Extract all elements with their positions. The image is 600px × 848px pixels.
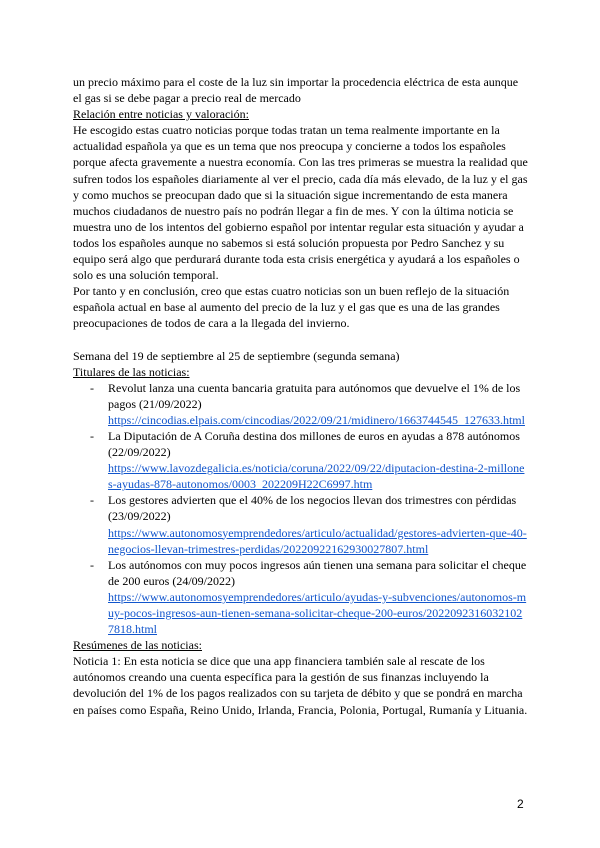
news-link[interactable]: https://www.autonomosyemprendedores/articulo/actualidad/gestores-advierten-que-40-negocios-llevan-trimestres-perdidas/20220922162930027807.html <box>108 525 527 556</box>
paragraph-top: un precio máximo para el coste de la luz sin importar la procedencia eléctrica de esta aunque el gas si se debe pagar a precio real de mercado <box>73 75 519 106</box>
news-title: La Diputación de A Coruña destina dos millones de euros en ayudas a 878 autónomos (22/09/2022) <box>108 428 520 460</box>
news-link[interactable]: https://cincodias.elpais.com/cincodias/2022/09/21/midinero/1663744545_127633.html <box>108 412 525 427</box>
list-dash: - <box>90 557 94 572</box>
list-item <box>73 380 528 428</box>
conclusion-paragraph: Por tanto y en conclusión, creo que estas cuatro noticias son un buen reflejo de la situación española actual en base al aumento del precio de la luz y el gas que es una de las grandes preocupaciones de todos de cara a la llegada del invierno. <box>73 284 510 331</box>
news-link[interactable]: https://www.lavozdegalicia.es/noticia/coruna/2022/09/22/diputacion-destina-2-millones-ayudas-878-autonomos/0003_202209H22C6997.htm <box>108 461 525 492</box>
list-dash: - <box>90 428 94 443</box>
list-item <box>73 428 528 492</box>
news-link[interactable]: https://www.autonomosyemprendedores/articulo/ayudas-y-subvenciones/autonomos-muy-pocos-ingresos-aun-tienen-semana-solicitar-cheque-200-euros/20220923160321027818.html <box>108 589 527 637</box>
blank-line <box>73 332 528 348</box>
news-title: Los gestores advierten que el 40% de los negocios llevan dos trimestres con pérdidas (23/09/2022) <box>108 493 517 524</box>
document-page <box>73 74 528 718</box>
page-number: 2 <box>517 797 524 811</box>
list-item <box>73 492 528 556</box>
news-list <box>73 380 528 638</box>
week-heading: Semana del 19 de septiembre al 25 de septiembre (segunda semana) <box>73 348 400 363</box>
titulares-heading: Titulares de las noticias: <box>73 364 190 379</box>
relacion-paragraph: He escogido estas cuatro noticias porque todas tratan un tema realmente importante en la actualidad española ya que es un tema que nos preocupa y concierne a todos los españoles porque afecta gravemente a nuestra economía. Con las tres primeras se muestra la realidad que sufren todos los españoles diariamente al ver el precio, cada día más elevado, de la luz y el gas y como muchos se preocupan dado que si la situación sigue incrementando de esta manera muchos ciudadanos de nuestro país no podrán llegar a fin de mes. Y con la última noticia se muestra uno de los intentos del gobierno español por intentar regular esta situación y ayudar a todos los españoles aunque no sabemos si está solución propuesta por Pedro Sanchez y su equipo será algo que perdurará durante toda esta crisis energética y ayudará a los españoles o solo es una solución temporal. <box>73 123 528 283</box>
list-item <box>73 557 528 637</box>
noticia-1-paragraph: Noticia 1: En esta noticia se dice que una app financiera también sale al rescate de los autónomos creando una cuenta específica para la gestión de sus finanzas incluyendo la devolución del 1% de los pagos realizados con su tarjeta de débito y que se pondrá en marcha en países como España, Reino Unido, Irlanda, Francia, Polonia, Portugal, Rumanía y Lituania. <box>73 654 528 717</box>
relacion-heading: Relación entre noticias y valoración: <box>73 107 249 122</box>
resumenes-heading: Resúmenes de las noticias: <box>73 638 202 653</box>
list-dash: - <box>90 380 94 395</box>
news-title: Revolut lanza una cuenta bancaria gratuita para autónomos que devuelve el 1% de los pagos (21/09/2022) <box>108 380 521 411</box>
news-title: Los autónomos con muy pocos ingresos aún tienen una semana para solicitar el cheque de 200 euros (24/09/2022) <box>108 557 527 588</box>
list-dash: - <box>90 493 94 508</box>
